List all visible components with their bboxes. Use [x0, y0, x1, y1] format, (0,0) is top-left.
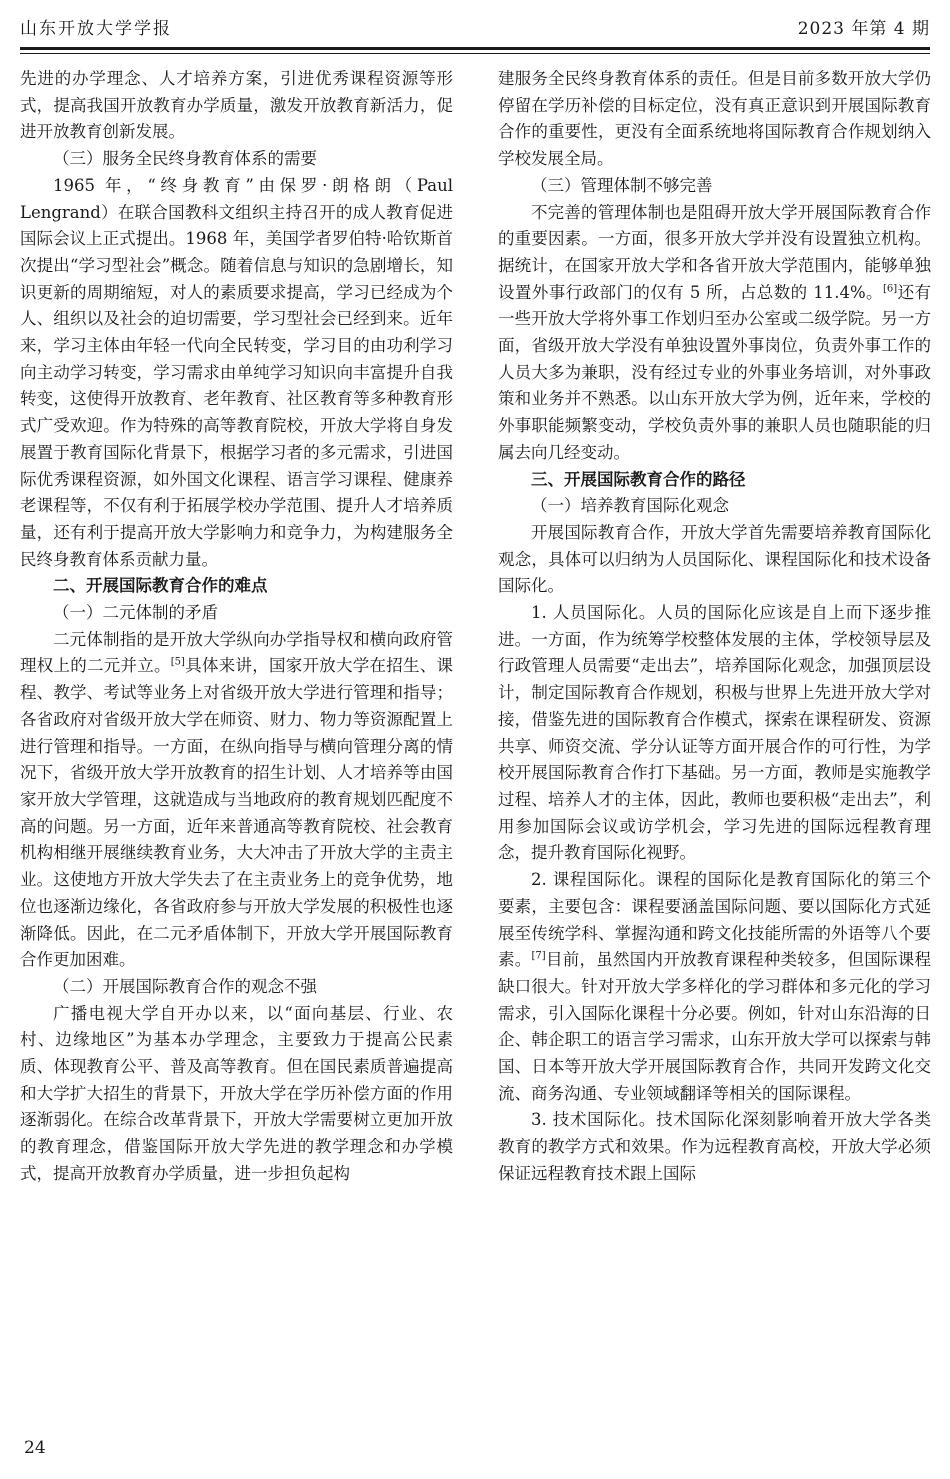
paragraph-text: 2. 课程国际化。课程的国际化是教育国际化的第三个要素，主要包含：课程要涵盖国际问题、要以国际化方式延展至传统学科、掌握沟通和跨文化技能所需的外语等八个要素。: [498, 870, 931, 970]
citation-ref: [5]: [170, 656, 185, 668]
paragraph-text: 二元体制指的是开放大学纵向办学指导权和横向政府管理权上的二元并立。: [20, 629, 453, 676]
body-paragraph: [498, 200, 931, 467]
subsection-heading: （一）培养教育国际化观念: [531, 496, 729, 516]
issue-label: 2023 年第 4 期: [797, 19, 930, 39]
body-paragraph: 广播电视大学自开办以来，以“面向基层、行业、农村、边缘地区”为基本办学理念，主要致力于提高公民素质、体现教育公平、普及高等教育。但在国民素质普遍提高和大学扩大招生的背景下，开放大学在学历补偿方面的作用逐渐弱化。在综合改革背景下，开放大学需要树立更加开放的教育理念，借鉴国际开放大学先进的教学理念和办学模式，提高开放教育办学质量，进一步担负起构: [20, 1003, 453, 1183]
subsection-heading: （二）开展国际教育合作的观念不强: [53, 976, 317, 996]
body-paragraph: 建服务全民终身教育体系的责任。但是目前多数开放大学仍停留在学历补偿的目标定位，没有真正意识到开展国际教育合作的重要性，更没有全面系统地将国际教育合作规划纳入学校发展全局。: [498, 69, 931, 169]
citation-ref: [6]: [882, 283, 898, 295]
subsection-heading: （一）二元体制的矛盾: [53, 603, 218, 623]
subsection-heading: （三）服务全民终身教育体系的需要: [53, 149, 317, 169]
paragraph-text: 具体来讲，国家开放大学在招生、课程、教学、考试等业务上对省级开放大学进行管理和指导；各省政府对省级开放大学在师资、财力、物力等资源配置上进行管理和指导。一方面，在纵向指导与横向管理分离的情况下，省级开放大学开放教育的招生计划、人才培养等由国家开放大学管理，这就造成与当地政府的教育规划匹配度不高的问题。另一方面，近年来普通高等教育院校、社会教育机构相继开展继续教育业务，大大冲击了开放大学的主责主业。这使地方开放大学失去了在主责业务上的竞争优势，地位也逐渐边缘化，各省政府参与开放大学发展的积极性也逐渐降低。因此，在二元矛盾体制下，开放大学开展国际教育合作更加困难。: [20, 656, 454, 970]
paragraph-text: 还有一些开放大学将外事工作划归至办公室或二级学院。另一方面，省级开放大学没有单独设置外事岗位，负责外事工作的人员大多为兼职，没有经过专业的外事业务培训，对外事政策和业务并不熟悉。以山东开放大学为例，近年来，学校的外事职能频繁变动，学校负责外事的兼职人员也随职能的归属去向几经变动。: [498, 282, 932, 462]
body-paragraph: [498, 867, 931, 1107]
header-rule-thin: [20, 53, 930, 54]
page-number: 24: [24, 1438, 46, 1458]
citation-ref: [7]: [531, 950, 546, 962]
section-heading: 三、开展国际教育合作的路径: [531, 469, 746, 489]
page-header: [0, 0, 950, 56]
section-heading: 二、开展国际教育合作的难点: [53, 576, 268, 596]
paragraph-text: 目前，虽然国内开放教育课程种类较多，但国际课程缺口很大。针对开放大学多样化的学习群体和多元化的学习需求，引入国际化课程十分必要。例如，针对山东沿海的日企、韩企职工的语言学习需求，山东开放大学可以探索与韩国、日本等开放大学开展国际教育合作，共同开发跨文化交流、商务沟通、专业领域翻译等相关的国际课程。: [498, 950, 932, 1103]
paragraph-text: 不完善的管理体制也是阻碍开放大学开展国际教育合作的重要因素。一方面，很多开放大学并没有设置独立机构。据统计，在国家开放大学和各省开放大学范围内，能够单独设置外事行政部门的仅有 5 所，占总数的 11.4%。: [498, 202, 931, 302]
right-column: [498, 66, 931, 1188]
journal-title: 山东开放大学学报: [20, 19, 172, 39]
body-paragraph: 开展国际教育合作，开放大学首先需要培养教育国际化观念，具体可以归纳为人员国际化、课程国际化和技术设备国际化。: [498, 522, 931, 596]
body-paragraph: 先进的办学理念、人才培养方案，引进优秀课程资源等形式，提高我国开放教育办学质量，激发开放教育新活力，促进开放教育创新发展。: [20, 69, 453, 142]
left-column: [20, 66, 453, 1188]
body-paragraph: 1965 年，“终身教育”由保罗·朗格朗（Paul Lengrand）在联合国教科文组织主持召开的成人教育促进国际会议上正式提出。1968 年，美国学者罗伯特·哈钦斯首次提出“学习型社会”概念。随着信息与知识的急剧增长，知识更新的周期缩短，对人的素质要求提高，学习已经成为个人、组织以及社会的迫切需要，学习型社会已经到来。近年来，学习主体由年轻一代向全民转变，学习目的由功利学习向主动学习转变，学习需求由单纯学习知识向丰富提升自我转变，这使得开放教育、老年教育、社区教育等多种教育形式广受欢迎。作为特殊的高等教育院校，开放大学将自身发展置于教育国际化背景下，根据学习者的多元需求，引进国际优秀课程资源，如外国文化课程、语言学习课程、健康养老课程等，不仅有利于拓展学校办学范围、提升人才培养质量，还有利于提高开放大学影响力和竞争力，为构建服务全民终身教育体系贡献力量。: [20, 175, 453, 569]
subsection-heading: （三）管理体制不够完善: [531, 175, 713, 195]
body-paragraph: 1. 人员国际化。人员的国际化应该是自上而下逐步推进。一方面，作为统筹学校整体发展的主体，学校领导层及行政管理人员需要“走出去”，培养国际化观念，加强顶层设计，制定国际教育合作规划，积极与世界上先进开放大学对接，借鉴先进的国际教育合作模式，探索在课程研发、资源共享、师资交流、学分认证等方面开展合作的可行性，为学校开展国际教育合作打下基础。另一方面，教师是实施教学过程、培养人才的主体，因此，教师也要积极“走出去”，利用参加国际会议或访学机会，学习先进的国际远程教育理念，提升教育国际化视野。: [498, 603, 931, 863]
header-rule-thick: [20, 47, 930, 50]
body-paragraph: [20, 627, 453, 974]
body-paragraph: 3. 技术国际化。技术国际化深刻影响着开放大学各类教育的教学方式和效果。作为远程教育高校，开放大学必须保证远程教育技术跟上国际: [498, 1110, 931, 1183]
